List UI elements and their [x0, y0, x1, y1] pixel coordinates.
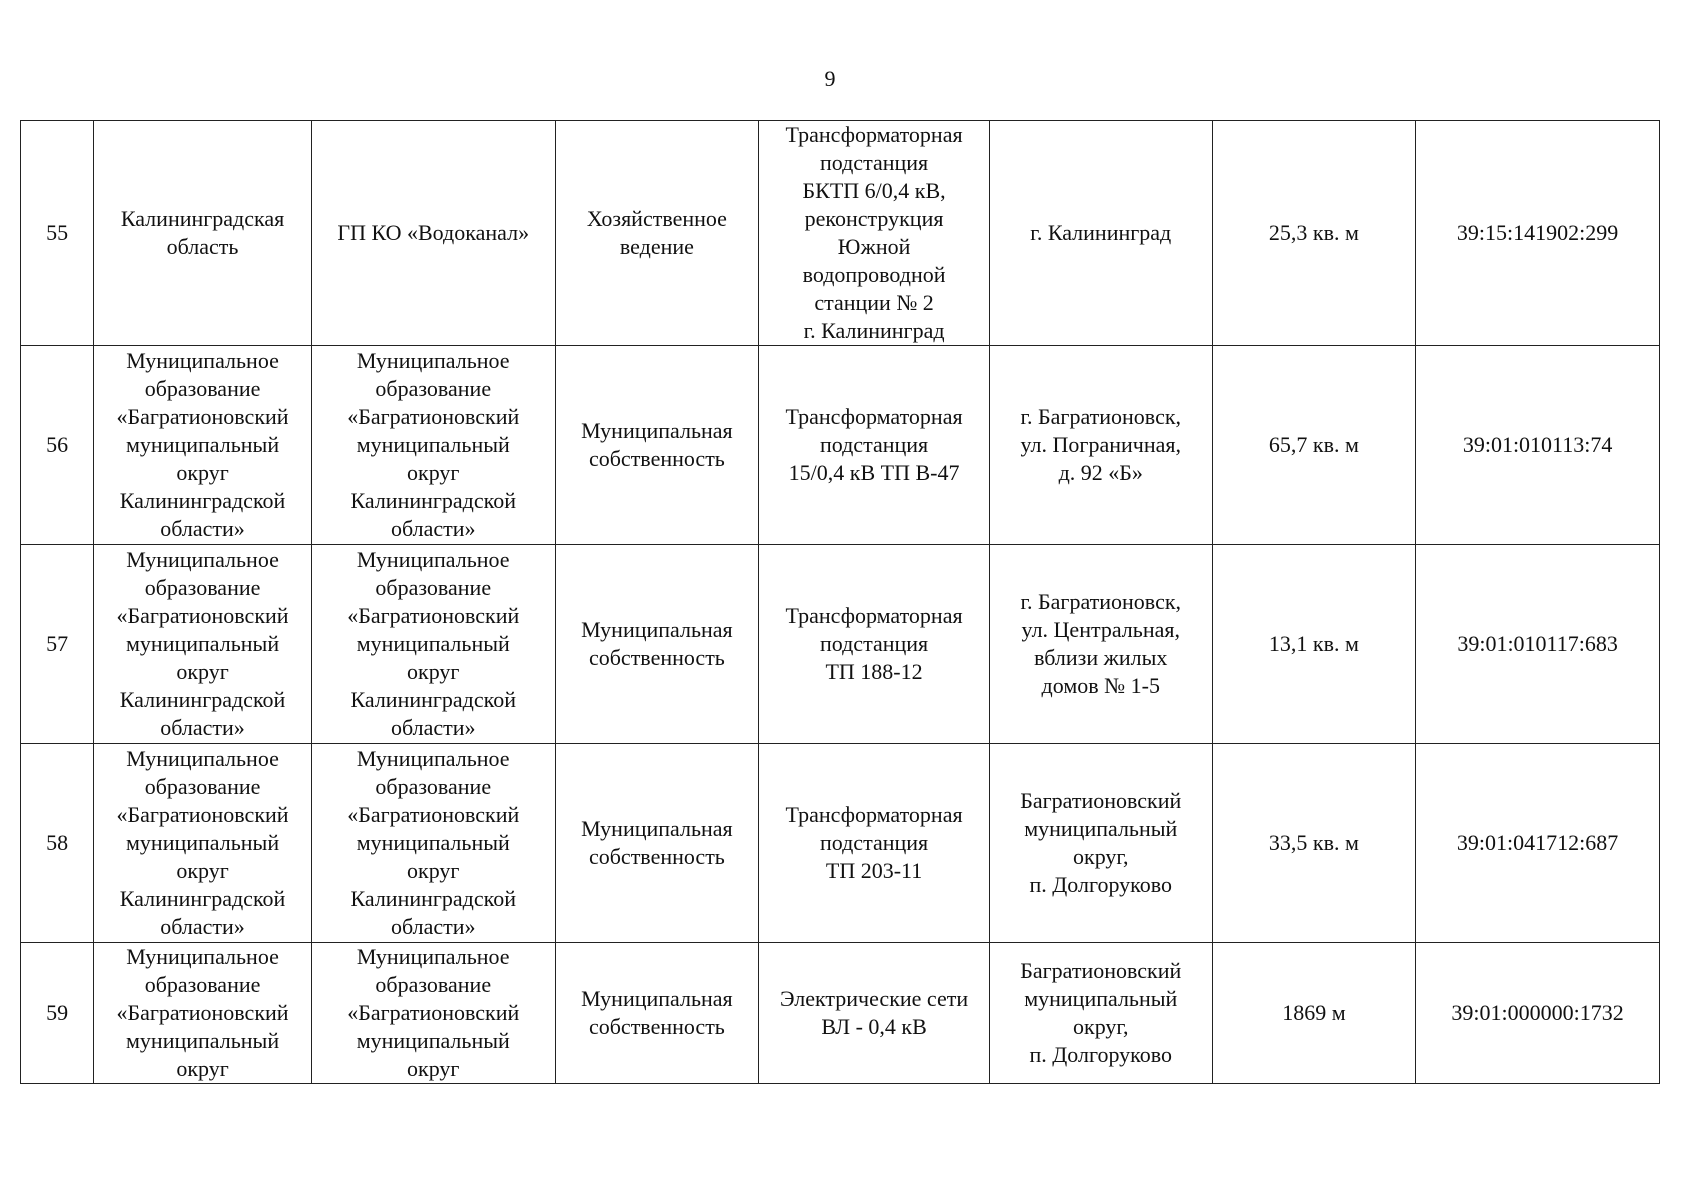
table-row [21, 346, 1660, 545]
cadastral-number-cell: 39:01:010113:74 [1416, 346, 1660, 545]
holder-cell: Муниципальное образование «Багратионовский муниципальный округ Калининградской области» [311, 744, 555, 943]
page-number: 9 [824, 66, 836, 91]
owner-cell: Муниципальное образование «Багратионовский муниципальный округ Калининградской области» [94, 545, 312, 744]
right-type-cell: Хозяйственное ведение [555, 121, 759, 346]
row-number-cell: 55 [21, 121, 94, 346]
cadastral-number-cell: 39:01:000000:1732 [1416, 943, 1660, 1084]
holder-cell: ГП КО «Водоканал» [311, 121, 555, 346]
owner-cell: Муниципальное образование «Багратионовский муниципальный округ Калининградской области» [94, 346, 312, 545]
row-number-cell: 59 [21, 943, 94, 1084]
property-registry-table [20, 120, 1660, 1084]
cadastral-number-cell: 39:01:041712:687 [1416, 744, 1660, 943]
right-type-cell: Муниципальная собственность [555, 545, 759, 744]
object-name-cell: Трансформаторная подстанция ТП 188-12 [759, 545, 990, 744]
object-name-cell: Трансформаторная подстанция 15/0,4 кВ ТП В-47 [759, 346, 990, 545]
row-number-cell: 58 [21, 744, 94, 943]
right-type-cell: Муниципальная собственность [555, 346, 759, 545]
address-cell: г. Багратионовск, ул. Центральная, вблизи жилых домов № 1-5 [989, 545, 1212, 744]
cadastral-number-cell: 39:15:141902:299 [1416, 121, 1660, 346]
table-row [21, 121, 1660, 346]
table-row [21, 545, 1660, 744]
address-cell: г. Багратионовск, ул. Пограничная, д. 92 «Б» [989, 346, 1212, 545]
object-name-cell: Трансформаторная подстанция ТП 203-11 [759, 744, 990, 943]
area-cell: 25,3 кв. м [1212, 121, 1416, 346]
object-name-cell: Электрические сети ВЛ - 0,4 кВ [759, 943, 990, 1084]
row-number-cell: 57 [21, 545, 94, 744]
cadastral-number-cell: 39:01:010117:683 [1416, 545, 1660, 744]
holder-cell: Муниципальное образование «Багратионовский муниципальный округ Калининградской области» [311, 545, 555, 744]
area-cell: 65,7 кв. м [1212, 346, 1416, 545]
owner-cell: Калининградская область [94, 121, 312, 346]
area-cell: 1869 м [1212, 943, 1416, 1084]
address-cell: Багратионовский муниципальный округ, п. Долгоруково [989, 943, 1212, 1084]
table-row [21, 943, 1660, 1084]
row-number-cell: 56 [21, 346, 94, 545]
area-cell: 33,5 кв. м [1212, 744, 1416, 943]
address-cell: г. Калининград [989, 121, 1212, 346]
right-type-cell: Муниципальная собственность [555, 943, 759, 1084]
owner-cell: Муниципальное образование «Багратионовский муниципальный округ [94, 943, 312, 1084]
address-cell: Багратионовский муниципальный округ, п. Долгоруково [989, 744, 1212, 943]
holder-cell: Муниципальное образование «Багратионовский муниципальный округ Калининградской области» [311, 346, 555, 545]
right-type-cell: Муниципальная собственность [555, 744, 759, 943]
table-row [21, 744, 1660, 943]
holder-cell: Муниципальное образование «Багратионовский муниципальный округ [311, 943, 555, 1084]
object-name-cell: Трансформаторная подстанция БКТП 6/0,4 кВ, реконструкция Южной водопроводной станции № 2 г. Калининград [759, 121, 990, 346]
owner-cell: Муниципальное образование «Багратионовский муниципальный округ Калининградской области» [94, 744, 312, 943]
area-cell: 13,1 кв. м [1212, 545, 1416, 744]
